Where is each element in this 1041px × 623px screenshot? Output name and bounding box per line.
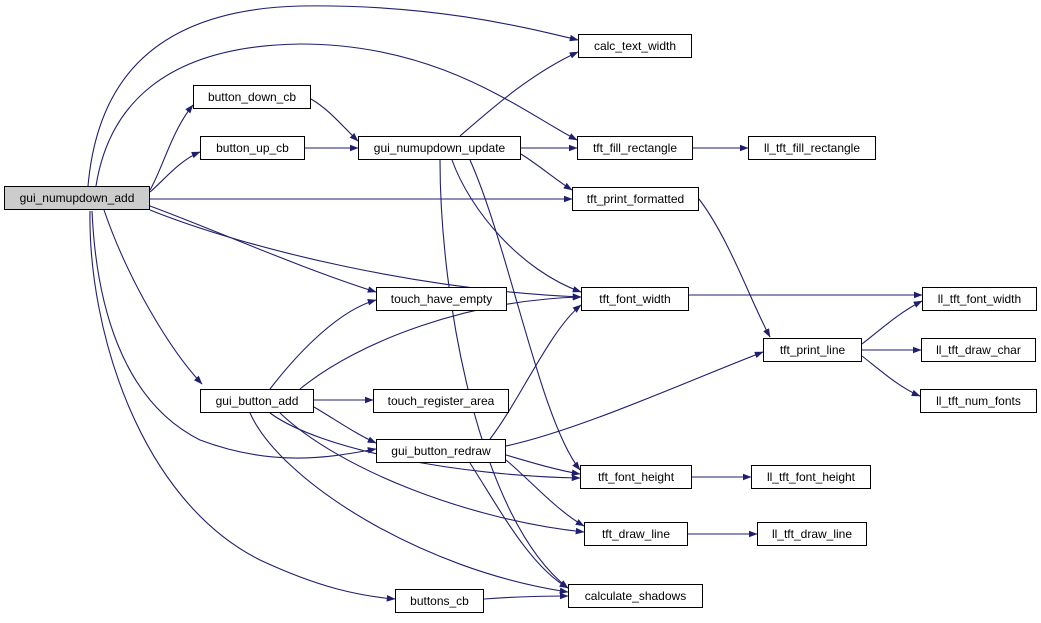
edge-gui_numupdown_add-to-button_down_cb: [150, 105, 193, 190]
node-tft_fill_rectangle[interactable]: tft_fill_rectangle: [577, 136, 693, 160]
node-ll_tft_draw_char[interactable]: ll_tft_draw_char: [921, 338, 1036, 362]
edge-gui_numupdown_update-to-tft_font_height: [470, 160, 580, 470]
edge-gui_button_redraw-to-tft_print_line: [506, 352, 763, 446]
node-button_up_cb[interactable]: button_up_cb: [200, 136, 305, 160]
node-buttons_cb[interactable]: buttons_cb: [395, 589, 484, 613]
edge-button_down_cb-to-gui_numumdown_update_a: [311, 99, 358, 141]
node-tft_draw_line[interactable]: tft_draw_line: [584, 522, 688, 546]
node-button_down_cb[interactable]: button_down_cb: [193, 85, 311, 109]
node-touch_have_empty[interactable]: touch_have_empty: [376, 287, 507, 311]
node-tft_print_line[interactable]: tft_print_line: [763, 338, 862, 362]
node-gui_button_redraw[interactable]: gui_button_redraw: [376, 439, 506, 463]
edge-buttons_cb-to-calculate_shadows: [484, 596, 568, 599]
edge-gui_button_add-to-touch_have_empty: [270, 300, 376, 389]
edge-gui_button_add-to-tft_draw_line: [280, 413, 584, 532]
node-ll_tft_font_width[interactable]: ll_tft_font_width: [922, 287, 1037, 311]
edge-gui_numupdown_update-to-tft_print_formatted: [521, 154, 572, 190]
edge-tft_print_line-to-ll_tft_num_fonts: [862, 356, 920, 396]
edge-gui_numupdown_add-to-touch_have_empty: [150, 206, 376, 292]
edge-gui_button_add-to-gui_button_redraw: [314, 407, 376, 443]
edge-gui_numupdown_add-to-button_up_cb: [150, 152, 200, 192]
node-gui_button_add[interactable]: gui_button_add: [200, 389, 314, 413]
node-calculate_shadows[interactable]: calculate_shadows: [568, 584, 703, 608]
node-tft_font_height[interactable]: tft_font_height: [580, 465, 692, 489]
edge-gui_numupdown_update-to-calculate_shadows: [440, 160, 568, 588]
node-ll_tft_fill_rectangle[interactable]: ll_tft_fill_rectangle: [748, 136, 876, 160]
node-calc_text_width[interactable]: calc_text_width: [578, 34, 692, 58]
node-ll_tft_font_height[interactable]: ll_tft_font_height: [751, 465, 871, 489]
edge-gui_numupdown_add-to-gui_button_add: [104, 210, 202, 384]
edge-gui_numupdown_update-to-tft_font_width: [452, 160, 581, 292]
node-tft_font_width[interactable]: tft_font_width: [581, 287, 689, 311]
node-tft_print_formatted[interactable]: tft_print_formatted: [572, 187, 699, 211]
edge-tft_print_line-to-ll_tft_font_width: [862, 301, 922, 344]
node-gui_numupdown_update[interactable]: gui_numupdown_update: [358, 136, 521, 160]
edge-gui_numupdown_add-to-tft_fill_rectangle: [96, 44, 577, 186]
node-ll_tft_num_fonts[interactable]: ll_tft_num_fonts: [920, 389, 1037, 413]
edge-gui_button_redraw-to-calculate_shadows: [470, 463, 568, 588]
edge-gui_button_redraw-to-tft_font_width: [490, 305, 581, 439]
node-gui_numupdown_add[interactable]: gui_numupdown_add: [4, 186, 150, 210]
node-touch_register_area[interactable]: touch_register_area: [373, 389, 509, 413]
edge-gui_numupdown_add-to-gui_button_redraw: [92, 211, 376, 458]
edge-gui_numupdown_add-to-tft_font_width: [150, 210, 581, 297]
edge-gui_button_redraw-to-tft_draw_line: [506, 460, 584, 526]
edge-tft_print_formatted-to-tft_print_line: [699, 199, 770, 337]
edge-gui_button_redraw-to-tft_font_height: [506, 455, 580, 474]
node-ll_tft_draw_line[interactable]: ll_tft_draw_line: [757, 522, 867, 546]
edge-gui_numupdown_update-to-calc_text_width: [460, 52, 578, 136]
